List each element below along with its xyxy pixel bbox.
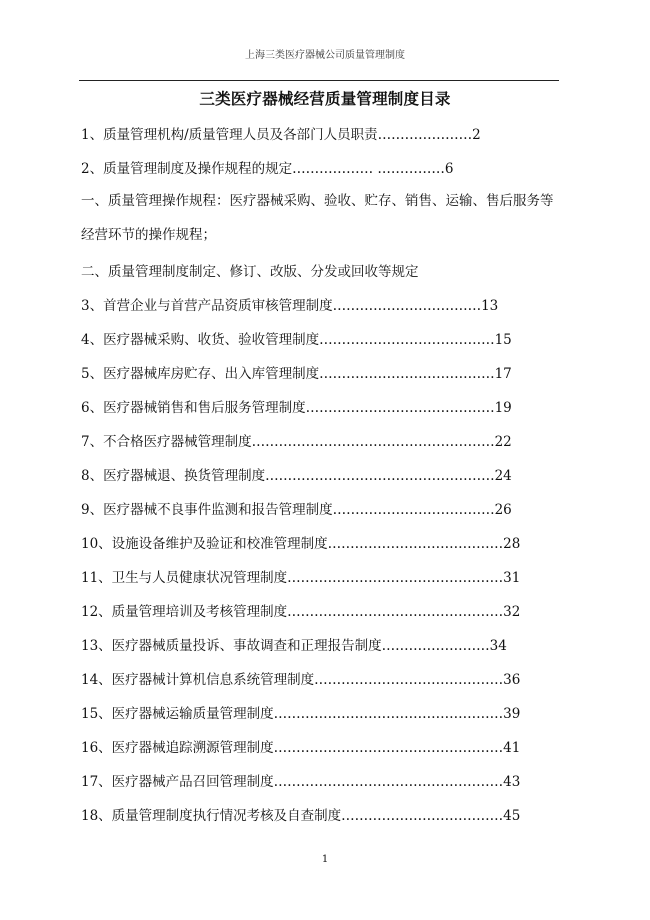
toc-entry: 16、医疗器械追踪溯源管理制度……………………………………………41 (81, 740, 521, 756)
toc-entry: 2、质量管理制度及操作规程的规定……………… ……………6 (81, 161, 454, 177)
toc-entry: 6、医疗器械销售和售后服务管理制度……………………………………19 (81, 400, 512, 416)
toc-entry: 13、医疗器械质量投诉、事故调查和正理报告制度……………………34 (81, 638, 507, 654)
page-header: 上海三类医疗器械公司质量管理制度 (245, 50, 405, 61)
toc-entry: 9、医疗器械不良事件监测和报告管理制度………………………………26 (81, 502, 512, 518)
header-rule (79, 80, 559, 81)
toc-entry: 3、首营企业与首营产品资质审核管理制度……………………………13 (81, 298, 499, 314)
document-title: 三类医疗器械经营质量管理制度目录 (199, 90, 451, 108)
toc-entry: 7、不合格医疗器械管理制度………………………………………………22 (81, 434, 512, 450)
toc-entry-wrapped: 一、质量管理操作规程：医疗器械采购、验收、贮存、销售、运输、售后服务等经营环节的操作规程； (81, 193, 554, 243)
toc-entry: 5、医疗器械库房贮存、出入库管理制度…………………………………17 (81, 366, 512, 382)
toc-entry: 14、医疗器械计算机信息系统管理制度……………………………………36 (81, 672, 521, 688)
toc-entry: 1、质量管理机构/质量管理人员及各部门人员职责…………………2 (81, 127, 481, 143)
toc-entry: 10、设施设备维护及验证和校准管理制度…………………………………28 (81, 536, 521, 552)
page-number: 1 (321, 854, 329, 865)
toc-entry: 18、质量管理制度执行情况考核及自查制度………………………………45 (81, 808, 521, 824)
toc-entry: 15、医疗器械运输质量管理制度……………………………………………39 (81, 706, 521, 722)
toc-entry: 8、医疗器械退、换货管理制度……………………………………………24 (81, 468, 512, 484)
toc-entry: 12、质量管理培训及考核管理制度…………………………………………32 (81, 604, 521, 620)
toc-entry: 4、医疗器械采购、收货、验收管理制度…………………………………15 (81, 332, 512, 348)
toc-entry: 11、卫生与人员健康状况管理制度…………………………………………31 (81, 570, 521, 586)
toc-entry: 二、质量管理制度制定、修订、改版、分发或回收等规定 (81, 264, 419, 280)
toc-entry: 17、医疗器械产品召回管理制度……………………………………………43 (81, 774, 521, 790)
